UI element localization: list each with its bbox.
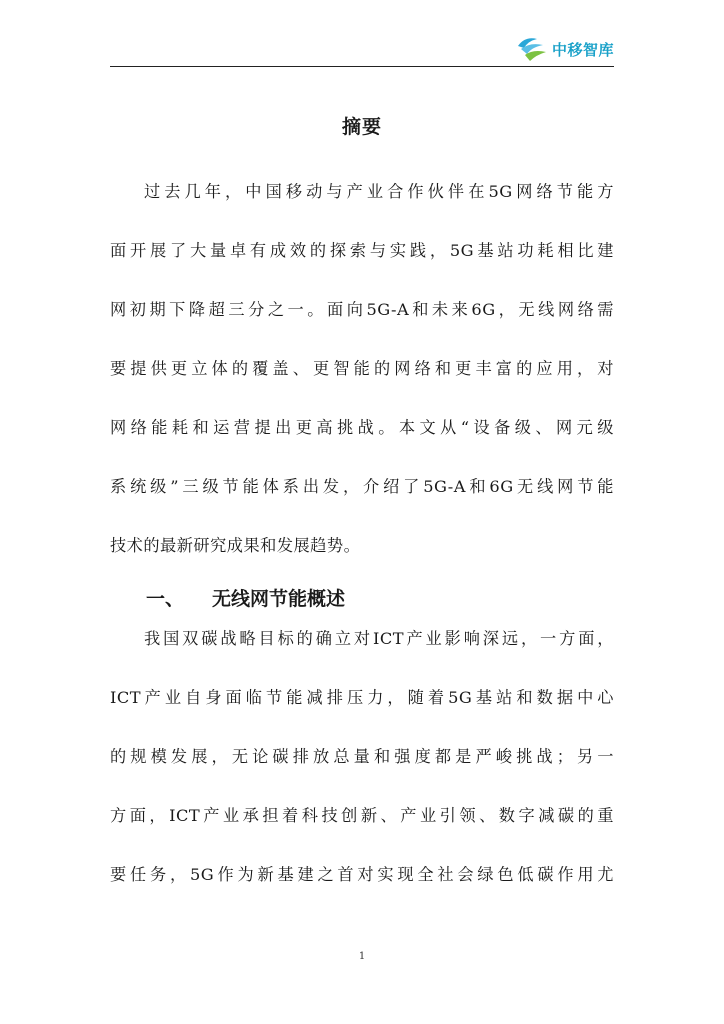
- logo-text: 中移智库: [551, 40, 614, 59]
- paragraph-line: ICT产业自身面临节能减排压力，随着5G基站和数据中心: [110, 688, 614, 707]
- paragraph-line: 系统级”三级节能体系出发，介绍了5G-A和6G无线网节能: [110, 477, 614, 496]
- header-divider: [110, 66, 614, 67]
- brand-logo: [515, 34, 614, 64]
- paragraph-line: 技术的最新研究成果和发展趋势。: [110, 536, 361, 555]
- page-header: [110, 28, 614, 68]
- abstract-paragraph: [110, 178, 614, 591]
- paragraph-line: 网初期下降超三分之一。面向5G-A和未来6G，无线网络需: [110, 300, 614, 319]
- section-paragraph: [110, 625, 614, 920]
- paragraph-line: 要提供更立体的覆盖、更智能的网络和更丰富的应用，对: [110, 359, 614, 378]
- page-number: 1: [358, 951, 366, 962]
- paragraph-line: 方面，ICT产业承担着科技创新、产业引领、数字减碳的重: [110, 806, 614, 825]
- paragraph-line: 网络能耗和运营提出更高挑战。本文从“设备级、网元级: [110, 418, 614, 437]
- paragraph-line: 过去几年，中国移动与产业合作伙伴在5G网络节能方: [144, 182, 614, 201]
- abstract-title: 摘要: [341, 116, 382, 138]
- section-title: 无线网节能概述: [212, 588, 346, 610]
- paragraph-line: 要任务，5G作为新基建之首对实现全社会绿色低碳作用尤: [110, 865, 614, 884]
- paragraph-line: 我国双碳战略目标的确立对ICT产业影响深远，一方面，: [144, 629, 614, 648]
- section-heading: [146, 584, 345, 611]
- paragraph-line: 的规模发展，无论碳排放总量和强度都是严峻挑战；另一: [110, 747, 614, 766]
- china-mobile-think-tank-logo-icon: [515, 34, 549, 64]
- paragraph-line: 面开展了大量卓有成效的探索与实践，5G基站功耗相比建: [110, 241, 614, 260]
- section-number: 一、: [146, 588, 185, 610]
